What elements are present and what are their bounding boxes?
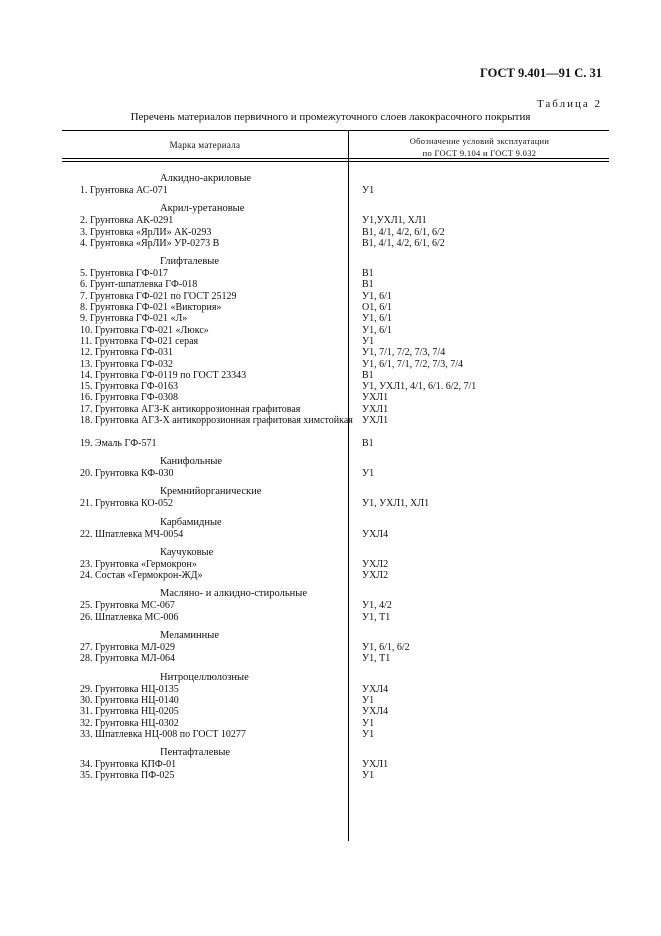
column-header-material: Марка материала <box>169 140 241 150</box>
column-header-conditions-line1: Обозначение условий эксплуатации <box>409 136 550 146</box>
operating-conditions: УХЛ4 <box>362 683 389 695</box>
material-name: 33. Шпатлевка НЦ-008 по ГОСТ 10277 <box>80 728 246 740</box>
operating-conditions: У1, 4/2 <box>362 600 392 612</box>
operating-conditions: УХЛ1 <box>362 392 389 404</box>
table-row <box>0 268 661 279</box>
group-title: Пентафталевые <box>160 747 231 759</box>
material-name: 16. Грунтовка ГФ-0308 <box>80 392 178 404</box>
table-row <box>0 185 661 196</box>
material-name: 24. Состав «Гермокрон-ЖД» <box>80 570 203 582</box>
operating-conditions: У1, УХЛ1, 4/1, 6/1. 6/2, 7/1 <box>362 381 477 393</box>
group-title: Алкидно-акриловые <box>160 173 252 184</box>
material-name: 3. Грунтовка «ЯрЛИ» АК-0293 <box>80 226 212 238</box>
material-group <box>0 547 661 582</box>
material-name: 6. Грунт-шпатлевка ГФ-018 <box>80 279 198 291</box>
material-name: 5. Грунтовка ГФ-017 <box>80 268 168 280</box>
table-row <box>0 302 661 313</box>
material-name: 19. Эмаль ГФ-571 <box>80 437 157 449</box>
operating-conditions: У1 <box>362 467 375 479</box>
material-group <box>0 672 661 740</box>
operating-conditions: У1, 6/1 <box>362 290 392 302</box>
table-body <box>0 166 661 782</box>
operating-conditions: У1, 6/1, 6/2 <box>362 642 410 654</box>
table-number: Таблица 2 <box>536 98 602 110</box>
table-row <box>0 706 661 717</box>
table-row <box>0 770 661 781</box>
material-name: 18. Грунтовка АГЗ-Х антикоррозионная графитовая химстойкая <box>80 415 353 427</box>
group-title: Глифталевые <box>160 256 219 268</box>
material-group <box>0 256 661 449</box>
material-name: 8. Грунтовка ГФ-021 «Виктория» <box>80 302 222 314</box>
operating-conditions: У1 <box>362 717 375 729</box>
group-title: Каучуковые <box>160 546 214 558</box>
operating-conditions: УХЛ1 <box>362 403 389 415</box>
group-title: Канифольные <box>160 455 223 467</box>
operating-conditions: В1 <box>362 268 374 280</box>
table-row <box>0 279 661 290</box>
material-name: 15. Грунтовка ГФ-0163 <box>80 381 178 393</box>
table-row <box>0 227 661 238</box>
table-row <box>0 404 661 415</box>
table-row <box>0 438 661 449</box>
table-row <box>0 336 661 347</box>
operating-conditions: У1, 6/1 <box>362 313 392 325</box>
material-group <box>0 173 661 196</box>
material-group <box>0 486 661 509</box>
operating-conditions: У1 <box>362 770 375 782</box>
operating-conditions: У1, 6/1 <box>362 324 392 336</box>
operating-conditions: У1, 6/1, 7/1, 7/2, 7/3, 7/4 <box>362 358 463 370</box>
operating-conditions: УХЛ2 <box>362 570 389 582</box>
operating-conditions: В1 <box>362 279 374 291</box>
group-title: Кремнийорганические <box>160 486 262 498</box>
operating-conditions: О1, 6/1 <box>362 302 392 314</box>
column-header-conditions <box>350 135 609 159</box>
table-row <box>0 529 661 540</box>
material-group <box>0 630 661 665</box>
operating-conditions: У1, Т1 <box>362 653 391 665</box>
table-row <box>0 313 661 324</box>
header-rule-upper <box>62 158 609 159</box>
table-row <box>0 729 661 740</box>
table-row <box>0 600 661 611</box>
material-group <box>0 588 661 623</box>
material-name: 27. Грунтовка МЛ-029 <box>80 642 175 654</box>
table-row <box>0 498 661 509</box>
table-row <box>0 642 661 653</box>
material-name: 13. Грунтовка ГФ-032 <box>80 358 173 370</box>
material-group <box>0 747 661 782</box>
table-row <box>0 359 661 370</box>
material-name: 21. Грунтовка КО-052 <box>80 498 173 510</box>
group-title: Меламинные <box>160 630 219 642</box>
operating-conditions: УХЛ4 <box>362 528 389 540</box>
table-row <box>0 238 661 249</box>
material-name: 30. Грунтовка НЦ-0140 <box>80 694 179 706</box>
material-name: 7. Грунтовка ГФ-021 по ГОСТ 25129 <box>80 290 237 302</box>
table-row <box>0 759 661 770</box>
material-name: 10. Грунтовка ГФ-021 «Люкс» <box>80 324 209 336</box>
operating-conditions: В1, 4/1, 4/2, 6/1, 6/2 <box>362 237 445 249</box>
column-header-conditions-line2: по ГОСТ 9.104 и ГОСТ 9.032 <box>422 148 537 158</box>
operating-conditions: УХЛ1 <box>362 415 389 427</box>
table-row <box>0 695 661 706</box>
material-name: 34. Грунтовка КПФ-01 <box>80 759 177 771</box>
material-group <box>0 456 661 479</box>
operating-conditions: У1 <box>362 694 375 706</box>
material-name: 11. Грунтовка ГФ-021 серая <box>80 335 199 347</box>
group-title: Карбамидные <box>160 516 222 528</box>
table-row <box>0 570 661 581</box>
material-name: 32. Грунтовка НЦ-0302 <box>80 717 179 729</box>
material-name: 25. Грунтовка МС-067 <box>80 600 175 612</box>
material-name: 29. Грунтовка НЦ-0135 <box>80 683 179 695</box>
material-name: 22. Шпатлевка МЧ-0054 <box>80 528 184 540</box>
table-row <box>0 718 661 729</box>
operating-conditions: У1, 7/1, 7/2, 7/3, 7/4 <box>362 347 446 359</box>
operating-conditions: У1 <box>362 335 375 347</box>
table-row <box>0 325 661 336</box>
material-name: 31. Грунтовка НЦ-0205 <box>80 706 179 718</box>
operating-conditions: У1,УХЛ1, ХЛ1 <box>362 215 427 227</box>
table-row <box>0 215 661 226</box>
group-title: Нитроцеллюлозные <box>160 671 249 683</box>
operating-conditions: УХЛ4 <box>362 706 389 718</box>
operating-conditions: У1, Т1 <box>362 611 391 623</box>
material-name: 28. Грунтовка МЛ-064 <box>80 653 175 665</box>
material-group <box>0 203 661 249</box>
operating-conditions: УХЛ2 <box>362 558 389 570</box>
material-group <box>0 517 661 540</box>
table-row <box>0 559 661 570</box>
material-name: 35. Грунтовка ПФ-025 <box>80 770 175 782</box>
operating-conditions: В1 <box>362 437 374 449</box>
page-header: ГОСТ 9.401—91 С. 31 <box>479 66 602 80</box>
table-row <box>0 684 661 695</box>
material-name: 26. Шпатлевка МС-006 <box>80 611 179 623</box>
material-name: 20. Грунтовка КФ-030 <box>80 467 174 479</box>
table-row <box>0 415 661 438</box>
material-name: 14. Грунтовка ГФ-0119 по ГОСТ 23343 <box>80 369 247 381</box>
material-name: 12. Грунтовка ГФ-031 <box>80 347 173 359</box>
operating-conditions: У1, УХЛ1, ХЛ1 <box>362 498 430 510</box>
table-row <box>0 291 661 302</box>
table-row <box>0 612 661 623</box>
table-row <box>0 381 661 392</box>
table-top-rule <box>62 130 609 131</box>
material-name: 17. Грунтовка АГЗ-К антикоррозионная графитовая <box>80 403 301 415</box>
operating-conditions: У1 <box>362 728 375 740</box>
group-title: Масляно- и алкидно-стирольные <box>160 588 307 600</box>
operating-conditions: В1 <box>362 369 374 381</box>
table-row <box>0 392 661 403</box>
group-title: Акрил-уретановые <box>160 203 245 215</box>
operating-conditions: В1, 4/1, 4/2, 6/1, 6/2 <box>362 226 445 238</box>
material-name: 2. Грунтовка АК-0291 <box>80 215 174 227</box>
operating-conditions: УХЛ1 <box>362 759 389 771</box>
table-row <box>0 468 661 479</box>
header-rule-lower <box>62 161 609 162</box>
table-row <box>0 370 661 381</box>
material-name: 9. Грунтовка ГФ-021 «Л» <box>80 313 188 325</box>
table-row <box>0 347 661 358</box>
table-title: Перечень материалов первичного и промежуточного слоев лакокрасочного покрытия <box>130 111 531 123</box>
table-row <box>0 653 661 664</box>
material-name: 23. Грунтовка «Гермокрон» <box>80 558 197 570</box>
operating-conditions: У1 <box>362 185 375 196</box>
material-name: 1. Грунтовка АС-071 <box>80 185 168 196</box>
material-name: 4. Грунтовка «ЯрЛИ» УР-0273 В <box>80 237 220 249</box>
